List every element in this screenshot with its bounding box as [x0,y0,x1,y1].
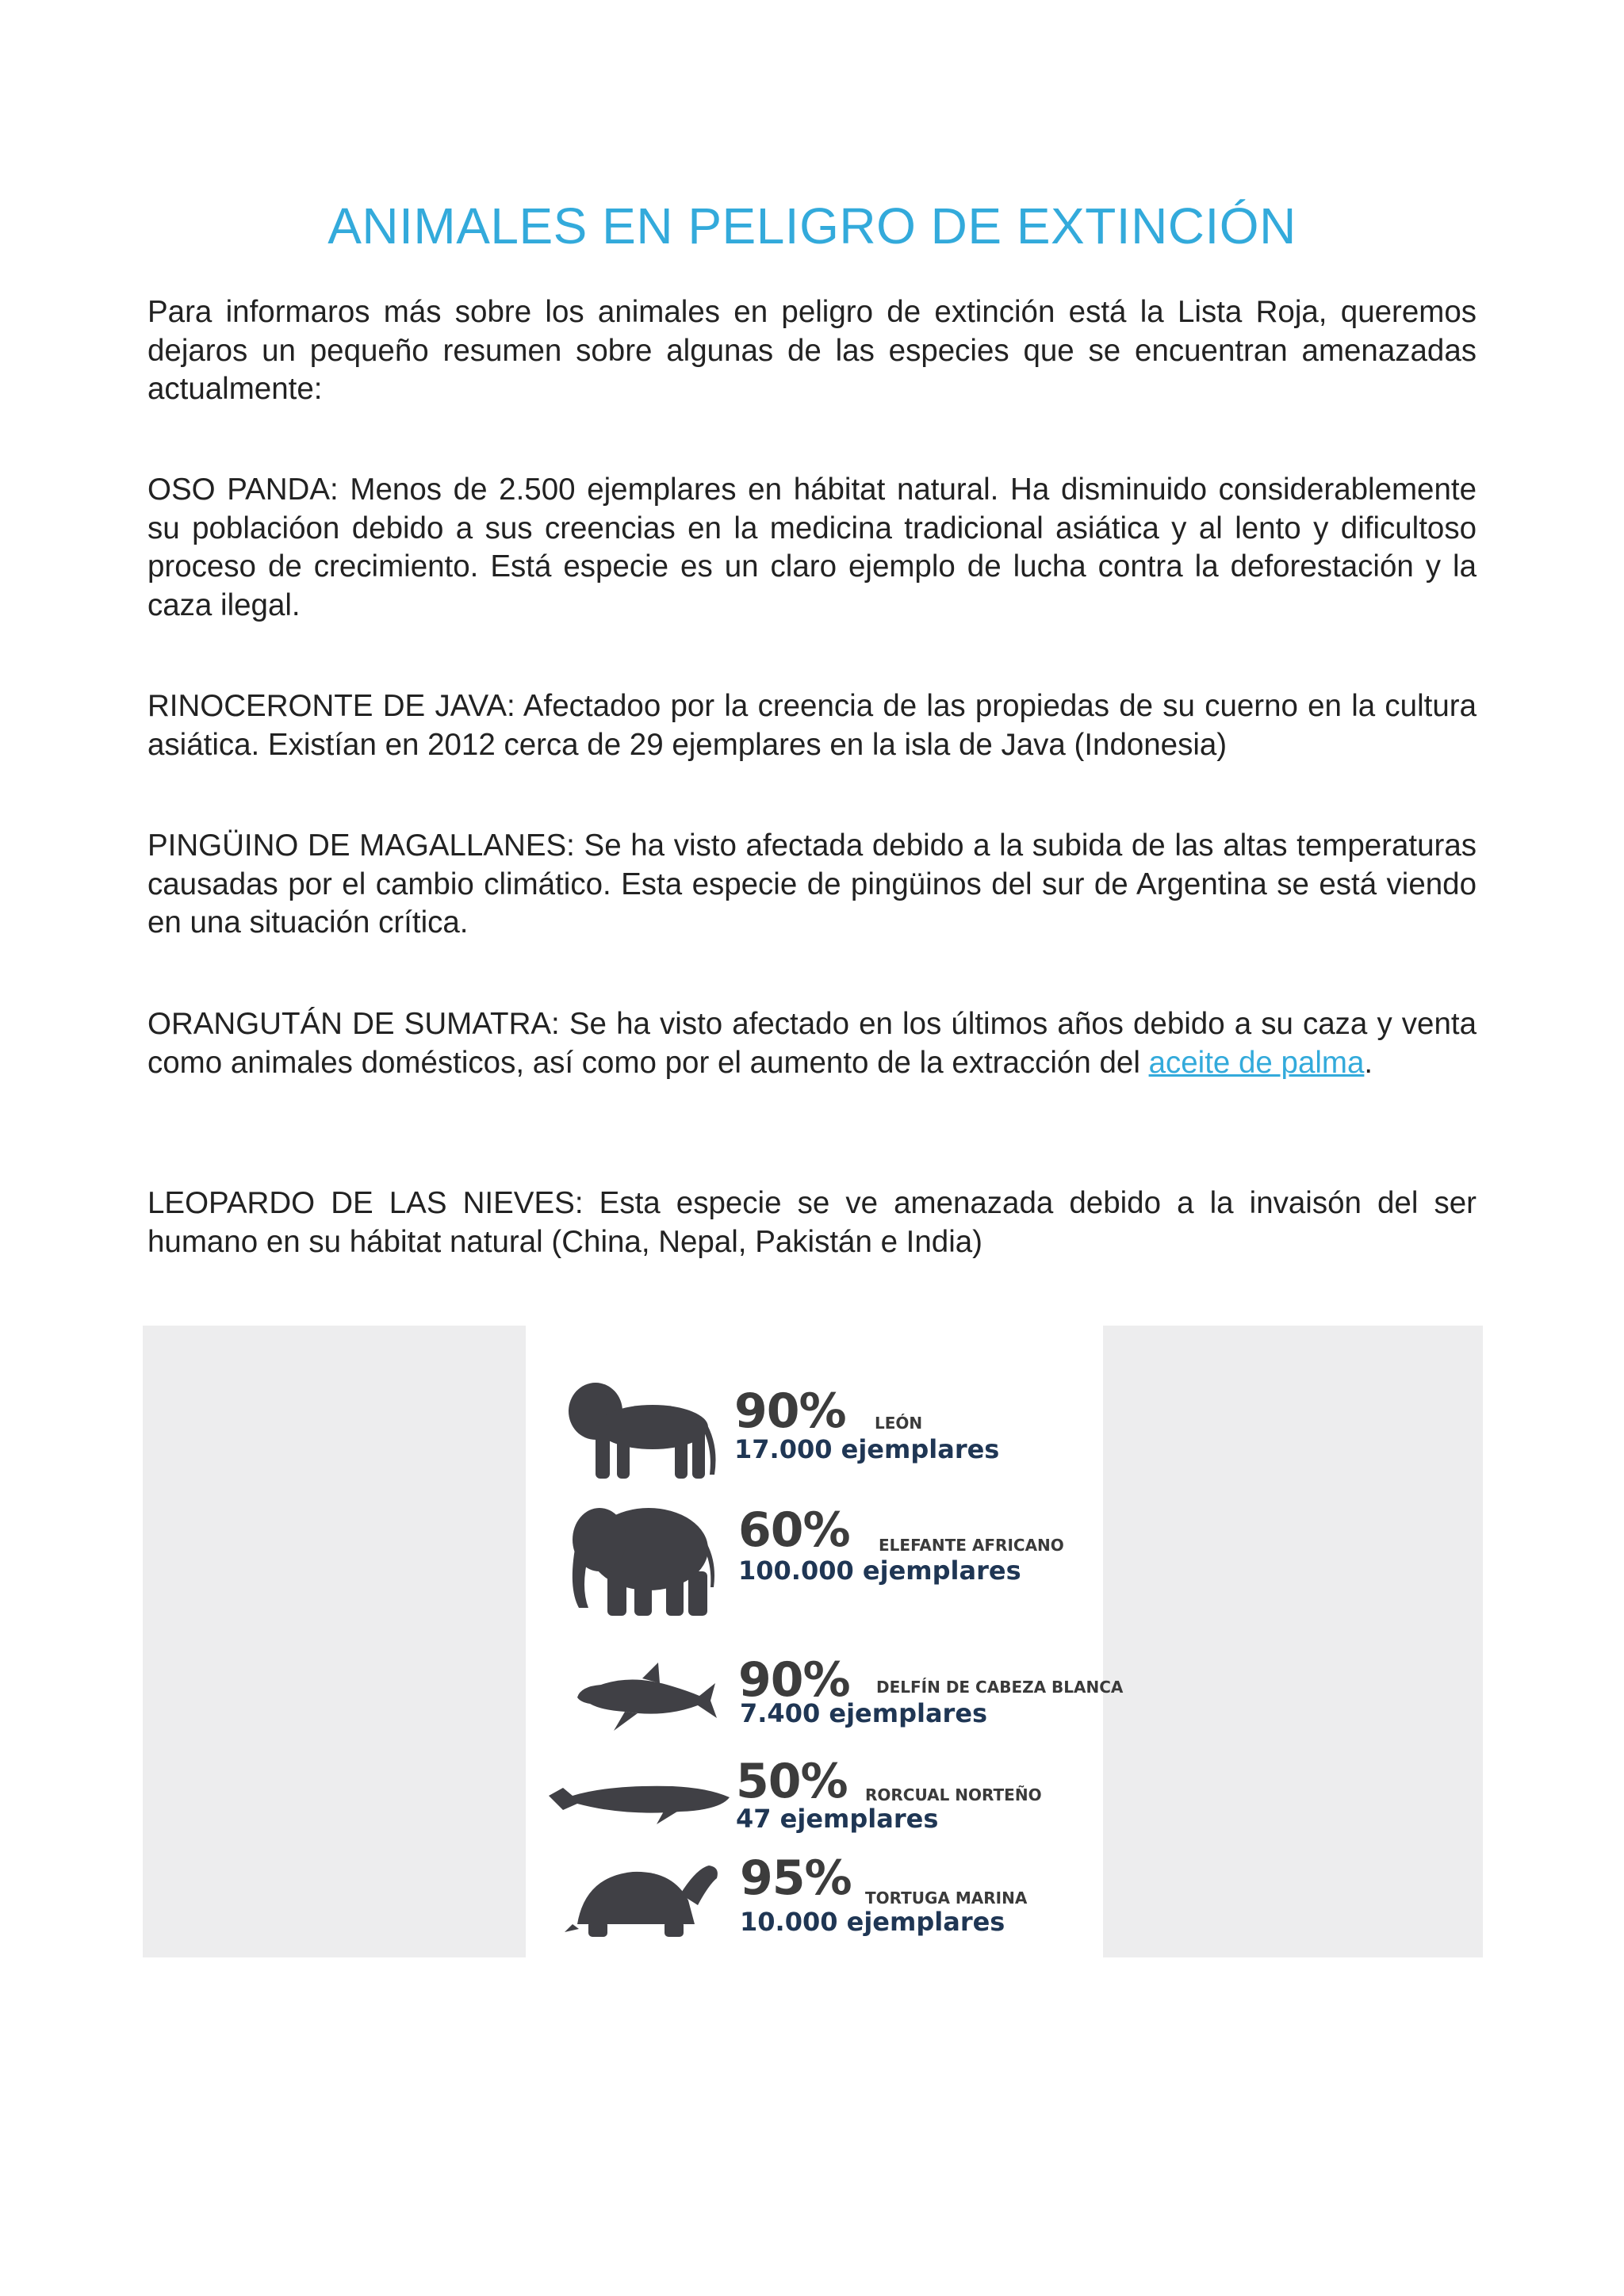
species-label: RINOCERONTE DE JAVA: [147,689,515,723]
species-paragraph-orangutan [147,1005,1477,1082]
infographic-panel [526,1326,1124,1957]
percent-value: 95% [740,1850,852,1906]
whale-silhouette-icon [546,1772,736,1827]
endangered-infographic [143,1326,1483,1957]
animal-name: RORCUAL NORTEÑO [865,1785,1042,1804]
population-count: 17.000 ejemplares [734,1434,1000,1464]
species-label: ORANGUTÁN DE SUMATRA: [147,1007,560,1041]
percent-value: 90% [738,1652,850,1708]
population-count: 100.000 ejemplares [738,1556,1021,1586]
population-count: 10.000 ejemplares [740,1907,1005,1937]
percent-value: 90% [734,1383,846,1439]
tortoise-silhouette-icon [561,1853,720,1940]
species-label: LEOPARDO DE LAS NIEVES: [147,1186,584,1220]
species-text-end: . [1364,1045,1373,1080]
percent-value: 50% [736,1754,848,1809]
species-text: Se ha visto afectada debido a la subida de las altas temperaturas causadas por el cambio climático. Esta especie de pingüinos del sur de Argentina se está viendo en una situación crítica. [147,828,1477,939]
species-text: Se ha visto afectado en los últimos años debido a su caza y venta como animales domésticos, así como por el aumento de la extracción del [147,1007,1477,1080]
population-count: 47 ejemplares [736,1804,939,1834]
page-title: ANIMALES EN PELIGRO DE EXTINCIÓN [327,197,1297,254]
species-paragraph-leopard [147,1184,1477,1261]
animal-name: LEÓN [875,1414,923,1433]
dolphin-silhouette-icon [569,1655,720,1734]
species-paragraph-rhino [147,687,1477,764]
animal-name: DELFÍN DE CABEZA BLANCA [876,1678,1124,1697]
population-count: 7.400 ejemplares [740,1698,988,1728]
species-label: PINGÜINO DE MAGALLANES: [147,828,575,863]
elephant-silhouette-icon [561,1500,720,1619]
species-text: Afectadoo por la creencia de las propiedas de su cuerno en la cultura asiática. Existían en 2012 cerca de 29 ejemplares en la isla de Java (Indonesia) [147,689,1477,762]
palm-oil-link[interactable]: aceite de palma [1148,1045,1365,1080]
lion-silhouette-icon [557,1381,724,1484]
intro-paragraph: Para informaros más sobre los animales en peligro de extinción está la Lista Roja, queremos dejaros un pequeño resumen sobre algunas de las especies que se encuentran amenazadas actualmente: [147,295,1477,406]
species-text: Menos de 2.500 ejemplares en hábitat natural. Ha disminuido considerablemente su poblacióon debido a sus creencias en la medicina tradicional asiática y al lento y dificultoso proceso de crecimiento. Está especie es un claro ejemplo de lucha contra la deforestación y la caza ilegal. [147,473,1477,622]
percent-value: 60% [738,1502,850,1558]
species-text: Esta especie se ve amenazada debido a la invaisón del ser humano en su hábitat natural (China, Nepal, Pakistán e India) [147,1186,1477,1259]
species-paragraph-penguin [147,827,1477,943]
animal-name: TORTUGA MARINA [865,1888,1028,1908]
species-paragraph-panda [147,471,1477,625]
species-label: OSO PANDA: [147,473,339,507]
animal-name: ELEFANTE AFRICANO [879,1536,1064,1555]
